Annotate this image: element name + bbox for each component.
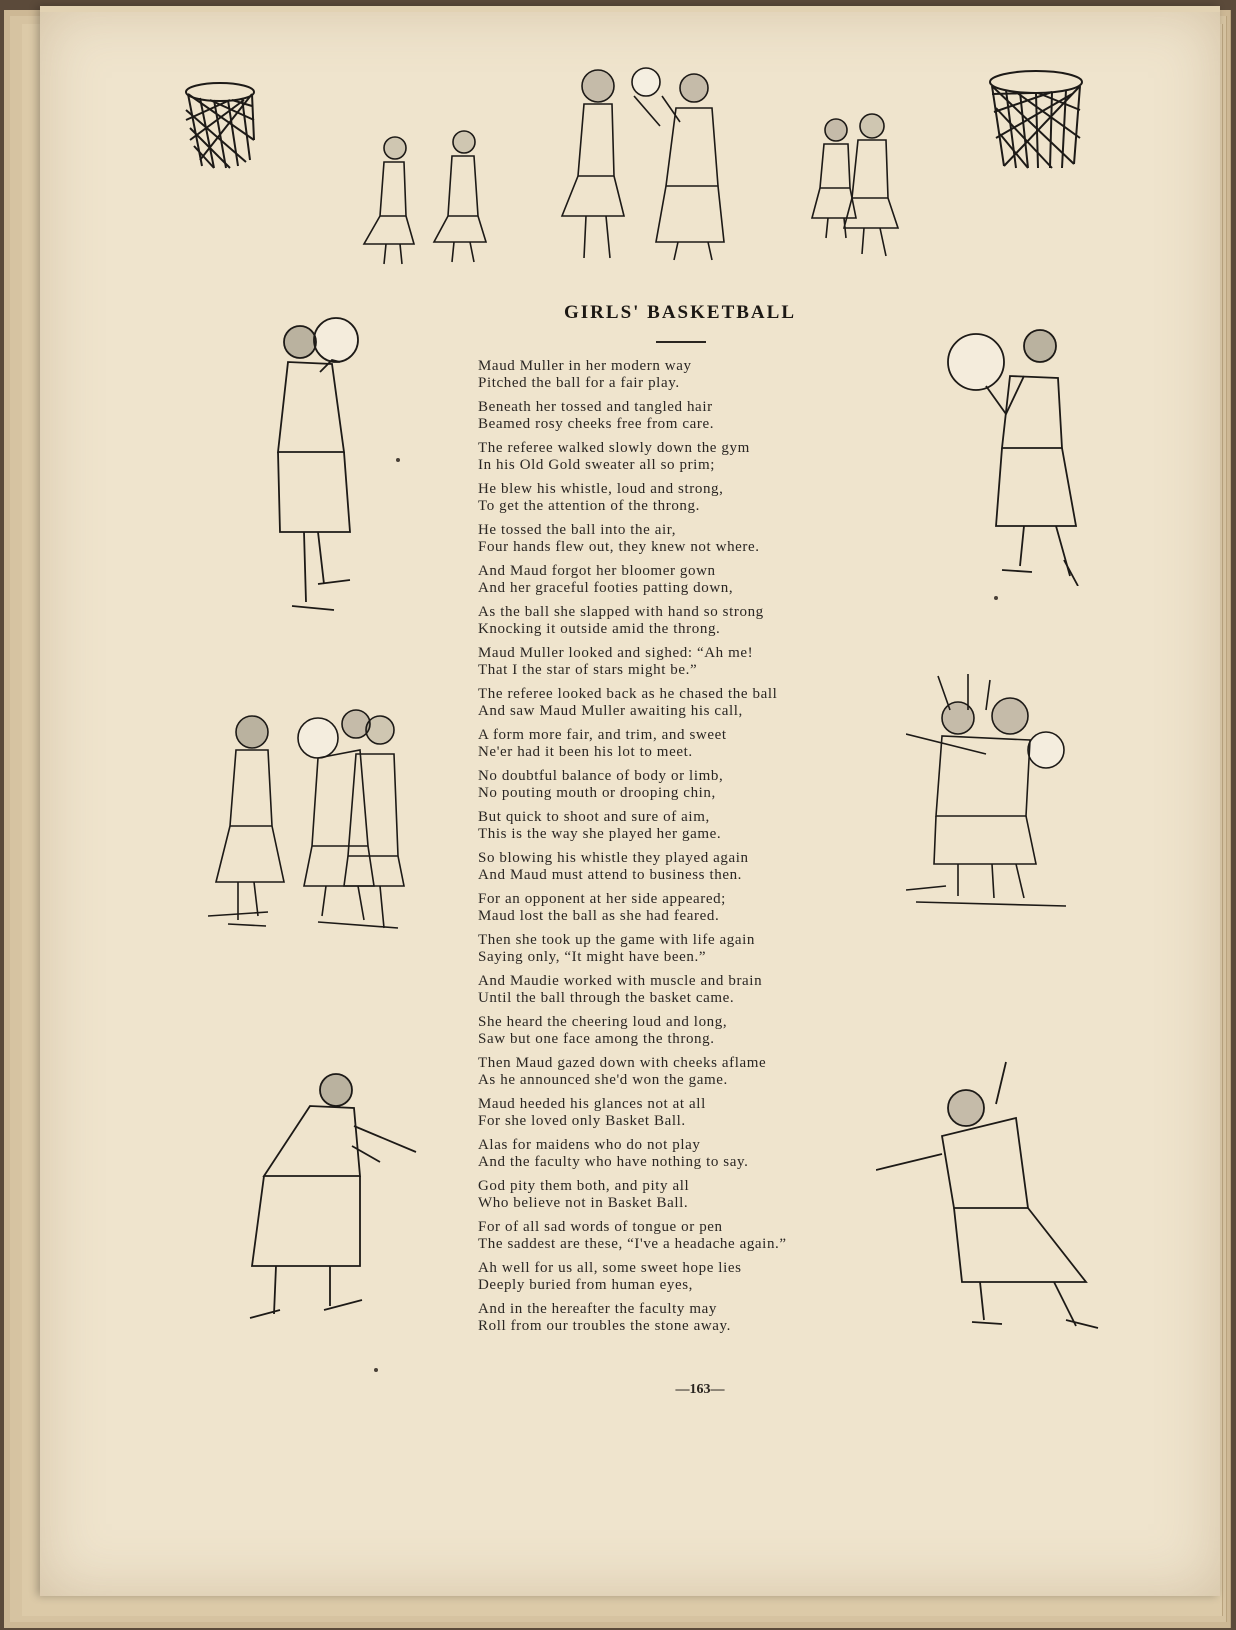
poem-line: He blew his whistle, loud and strong, (478, 481, 724, 497)
poem-line: And Maud must attend to business then. (478, 867, 743, 883)
poem-stanza (478, 358, 948, 392)
poem-line: To get the attention of the throng. (478, 498, 700, 514)
poem-line: A form more fair, and trim, and sweet (478, 727, 727, 743)
title-rule (656, 341, 706, 343)
ink-speck (994, 596, 998, 600)
poem-line: For she loved only Basket Ball. (478, 1113, 686, 1129)
poem-line: Maud lost the ball as she had feared. (478, 908, 720, 924)
poem-line: Maud Muller in her modern way (478, 358, 692, 374)
ink-speck (396, 458, 400, 462)
poem-stanza (478, 1055, 948, 1089)
poem-line: And her graceful footies patting down, (478, 580, 734, 596)
poem-line: The saddest are these, “I've a headache again.” (478, 1236, 787, 1252)
poem-stanza (478, 645, 948, 679)
player-shooting-icon (260, 312, 380, 616)
poem-line: And Maud forgot her bloomer gown (478, 563, 716, 579)
poem-line: As he announced she'd won the game. (478, 1072, 728, 1088)
poem-line: Roll from our troubles the stone away. (478, 1318, 732, 1334)
poem-line: So blowing his whistle they played again (478, 850, 749, 866)
poem-line: Beamed rosy cheeks free from care. (478, 416, 715, 432)
poem-stanza (478, 932, 948, 966)
basketball-hoop-icon (180, 80, 260, 172)
poem-line: This is the way she played her game. (478, 826, 722, 842)
poem-line: No doubtful balance of body or limb, (478, 768, 724, 784)
poem-stanza (478, 973, 948, 1007)
poem-line: Beneath her tossed and tangled hair (478, 399, 713, 415)
poem-line: Knocking it outside amid the throng. (478, 621, 721, 637)
players-group-icon (208, 706, 418, 942)
poem-line: Deeply buried from human eyes, (478, 1277, 694, 1293)
poem-line: She heard the cheering loud and long, (478, 1014, 728, 1030)
poem-line: He tossed the ball into the air, (478, 522, 677, 538)
poem-line: Ah well for us all, some sweet hope lies (478, 1260, 742, 1276)
poem-stanza (478, 1014, 948, 1048)
poem-line: Alas for maidens who do not play (478, 1137, 701, 1153)
poem-stanza (478, 481, 948, 515)
poem-line: Who believe not in Basket Ball. (478, 1195, 689, 1211)
ink-speck (374, 1368, 378, 1372)
poem-stanza (478, 604, 948, 638)
poem-stanza (478, 563, 948, 597)
poem-stanza (478, 727, 948, 761)
page-number: —163— (675, 1382, 725, 1397)
poem-line: Then Maud gazed down with cheeks aflame (478, 1055, 767, 1071)
poem-line: For an opponent at her side appeared; (478, 891, 726, 907)
poem-line: Saw but one face among the throng. (478, 1031, 715, 1047)
poem-line: Maud heeded his glances not at all (478, 1096, 706, 1112)
poem-line: Ne'er had it been his lot to meet. (478, 744, 693, 760)
poem-line: Maud Muller looked and sighed: “Ah me! (478, 645, 754, 661)
poem-line: Four hands flew out, they knew not where. (478, 539, 760, 555)
poem-stanza (478, 850, 948, 884)
poem-stanza (478, 809, 948, 843)
poem-stanza (478, 1178, 948, 1212)
poem-line: The referee walked slowly down the gym (478, 440, 750, 456)
poem-line: And in the hereafter the faculty may (478, 1301, 718, 1317)
poem-line: And saw Maud Muller awaiting his call, (478, 703, 743, 719)
poem-line: In his Old Gold sweater all so prim; (478, 457, 715, 473)
poem-line: Saying only, “It might have been.” (478, 949, 707, 965)
poem-stanza (478, 399, 948, 433)
poem-line: But quick to shoot and sure of aim, (478, 809, 710, 825)
poem-line: And Maudie worked with muscle and brain (478, 973, 763, 989)
poem-stanza (478, 440, 948, 474)
document-page (40, 6, 1220, 1596)
poem-line: That I the star of stars might be.” (478, 662, 698, 678)
poem-stanza (478, 1137, 948, 1171)
poem-stanza (478, 1219, 948, 1253)
players-group-icon (350, 66, 910, 270)
player-shooting-icon (946, 326, 1096, 586)
poem-stanza (478, 1096, 948, 1130)
poem-line: The referee looked back as he chased the ball (478, 686, 778, 702)
poem-line: As the ball she slapped with hand so strong (478, 604, 764, 620)
poem-text (478, 358, 948, 1342)
poem-stanza (478, 768, 948, 802)
poem-stanza (478, 686, 948, 720)
poem-line: Pitched the ball for a fair play. (478, 375, 680, 391)
page-top-edge (40, 6, 1220, 12)
poem-line: For of all sad words of tongue or pen (478, 1219, 723, 1235)
poem-line: No pouting mouth or drooping chin, (478, 785, 716, 801)
poem-stanza (478, 891, 948, 925)
poem-line: God pity them both, and pity all (478, 1178, 690, 1194)
poem-line: Then she took up the game with life again (478, 932, 756, 948)
poem-line: Until the ball through the basket came. (478, 990, 735, 1006)
poem-stanza (478, 1301, 948, 1335)
basketball-hoop-icon (986, 68, 1086, 172)
player-passing-icon (220, 1066, 430, 1338)
page-title: GIRLS' BASKETBALL (564, 302, 796, 323)
poem-line: And the faculty who have nothing to say. (478, 1154, 749, 1170)
poem-stanza (478, 522, 948, 556)
poem-stanza (478, 1260, 948, 1294)
